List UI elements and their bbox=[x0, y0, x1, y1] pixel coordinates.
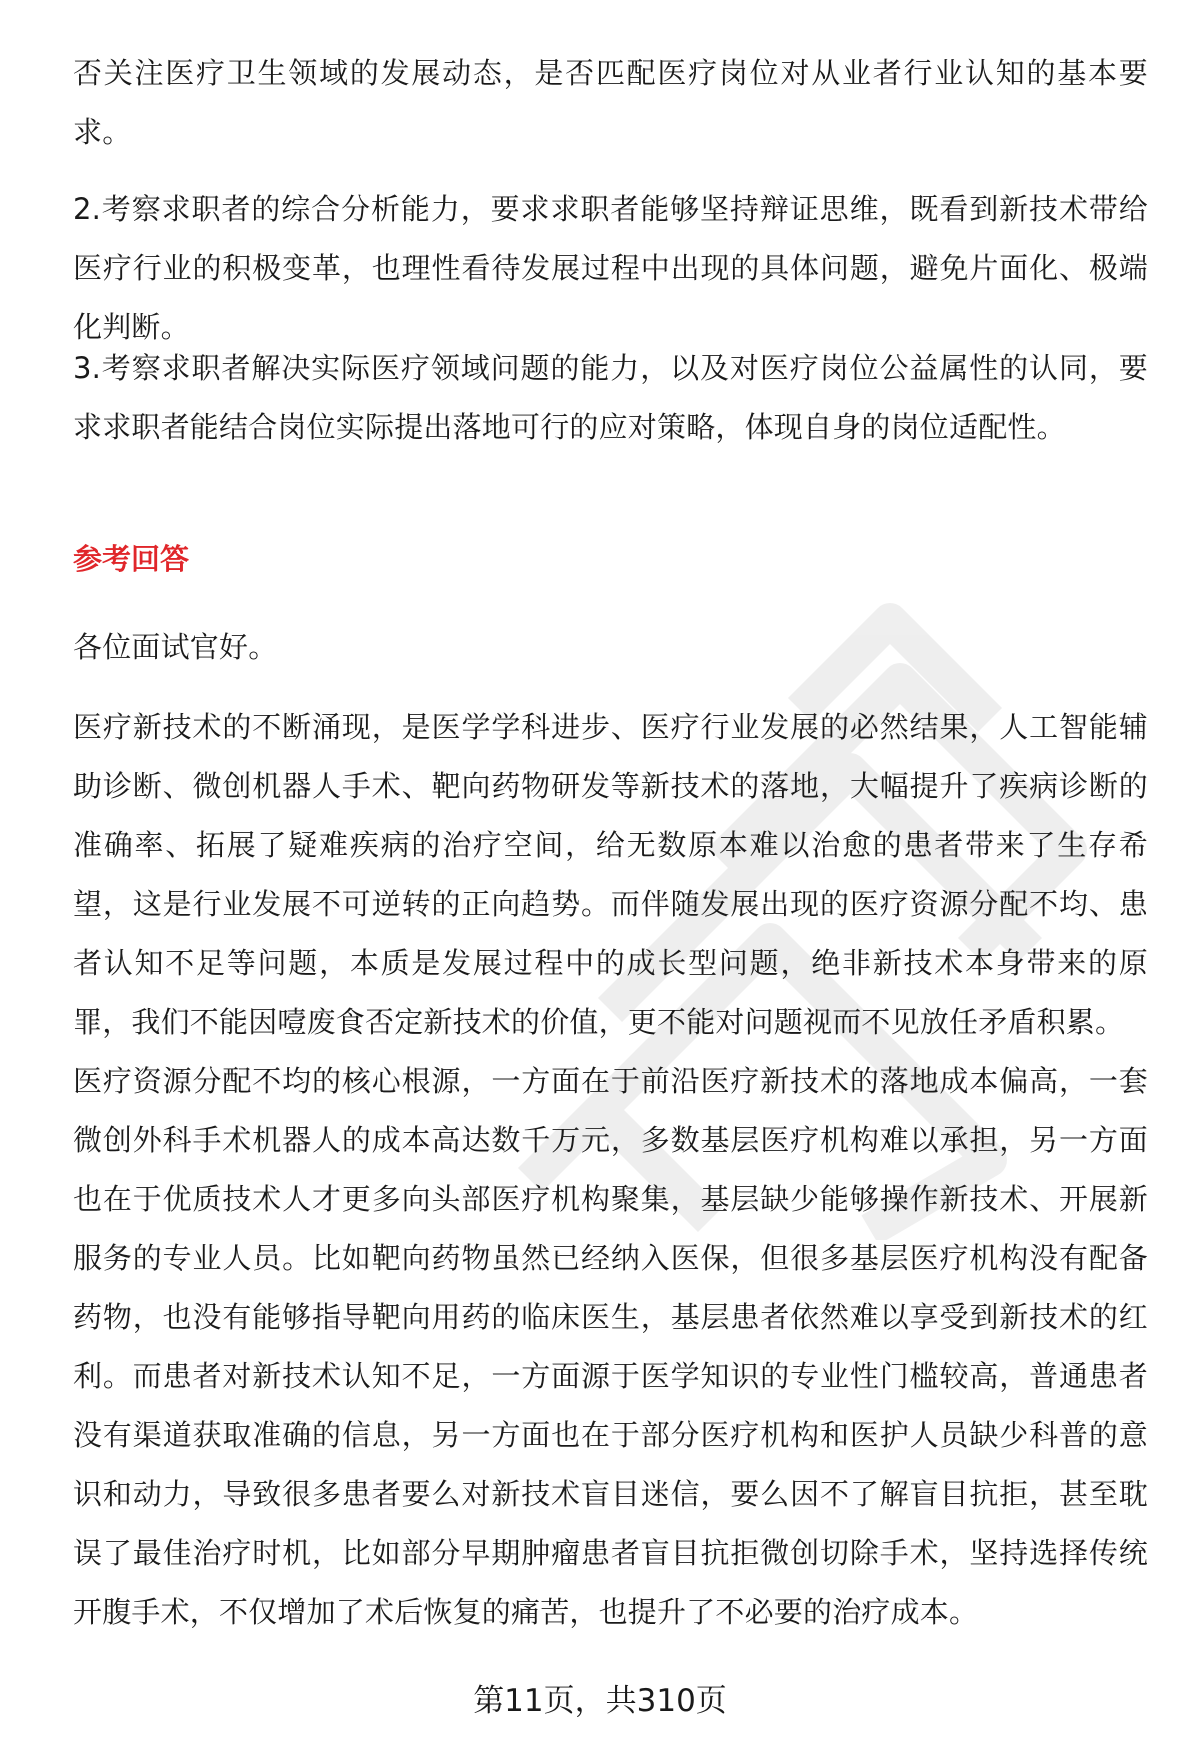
paragraph-point-2: 2.考察求职者的综合分析能力，要求求职者能够坚持辩证思维，既看到新技术带给医疗行业的积极变革，也理性看待发展过程中出现的具体问题，避免片面化、极端化判断。 bbox=[73, 192, 1148, 344]
paragraph-body-2: 医疗资源分配不均的核心根源，一方面在于前沿医疗新技术的落地成本偏高，一套微创外科手术机器人的成本高达数千万元，多数基层医疗机构难以承担，另一方面也在于优质技术人才更多向头部医疗机构聚集，基层缺少能够操作新技术、开展新服务的专业人员。比如靶向药物虽然已经纳入医保，但很多基层医疗机构没有配备药物，也没有能够指导靶向用药的临床医生，基层患者依然难以享受到新技术的红利。而患者对新技术认知不足，一方面源于医学知识的专业性门槛较高，普通患者没有渠道获取准确的信息，另一方面也在于部分医疗机构和医护人员缺少科普的意识和动力，导致很多患者要么对新技术盲目迷信，要么因不了解盲目抗拒，甚至耽误了最佳治疗时机，比如部分早期肿瘤患者盲目抗拒微创切除手术，坚持选择传统开腹手术，不仅增加了术后恢复的痛苦，也提升了不必要的治疗成本。 bbox=[73, 1064, 1148, 1629]
page-number-footer: 第11页，共310页 bbox=[473, 1683, 727, 1719]
paragraph-intro-continued: 否关注医疗卫生领域的发展动态，是否匹配医疗岗位对从业者行业认知的基本要求。 bbox=[73, 56, 1148, 149]
paragraph-greeting: 各位面试官好。 bbox=[73, 630, 278, 664]
section-heading-reference-answer: 参考回答 bbox=[73, 542, 190, 576]
paragraph-point-3: 3.考察求职者解决实际医疗领域问题的能力，以及对医疗岗位公益属性的认同，要求求职者能结合岗位实际提出落地可行的应对策略，体现自身的岗位适配性。 bbox=[73, 351, 1148, 444]
paragraph-body-1: 医疗新技术的不断涌现，是医学学科进步、医疗行业发展的必然结果，人工智能辅助诊断、微创机器人手术、靶向药物研发等新技术的落地，大幅提升了疾病诊断的准确率、拓展了疑难疾病的治疗空间，给无数原本难以治愈的患者带来了生存希望，这是行业发展不可逆转的正向趋势。而伴随发展出现的医疗资源分配不均、患者认知不足等问题，本质是发展过程中的成长型问题，绝非新技术本身带来的原罪，我们不能因噎废食否定新技术的价值，更不能对问题视而不见放任矛盾积累。 bbox=[73, 710, 1148, 1039]
